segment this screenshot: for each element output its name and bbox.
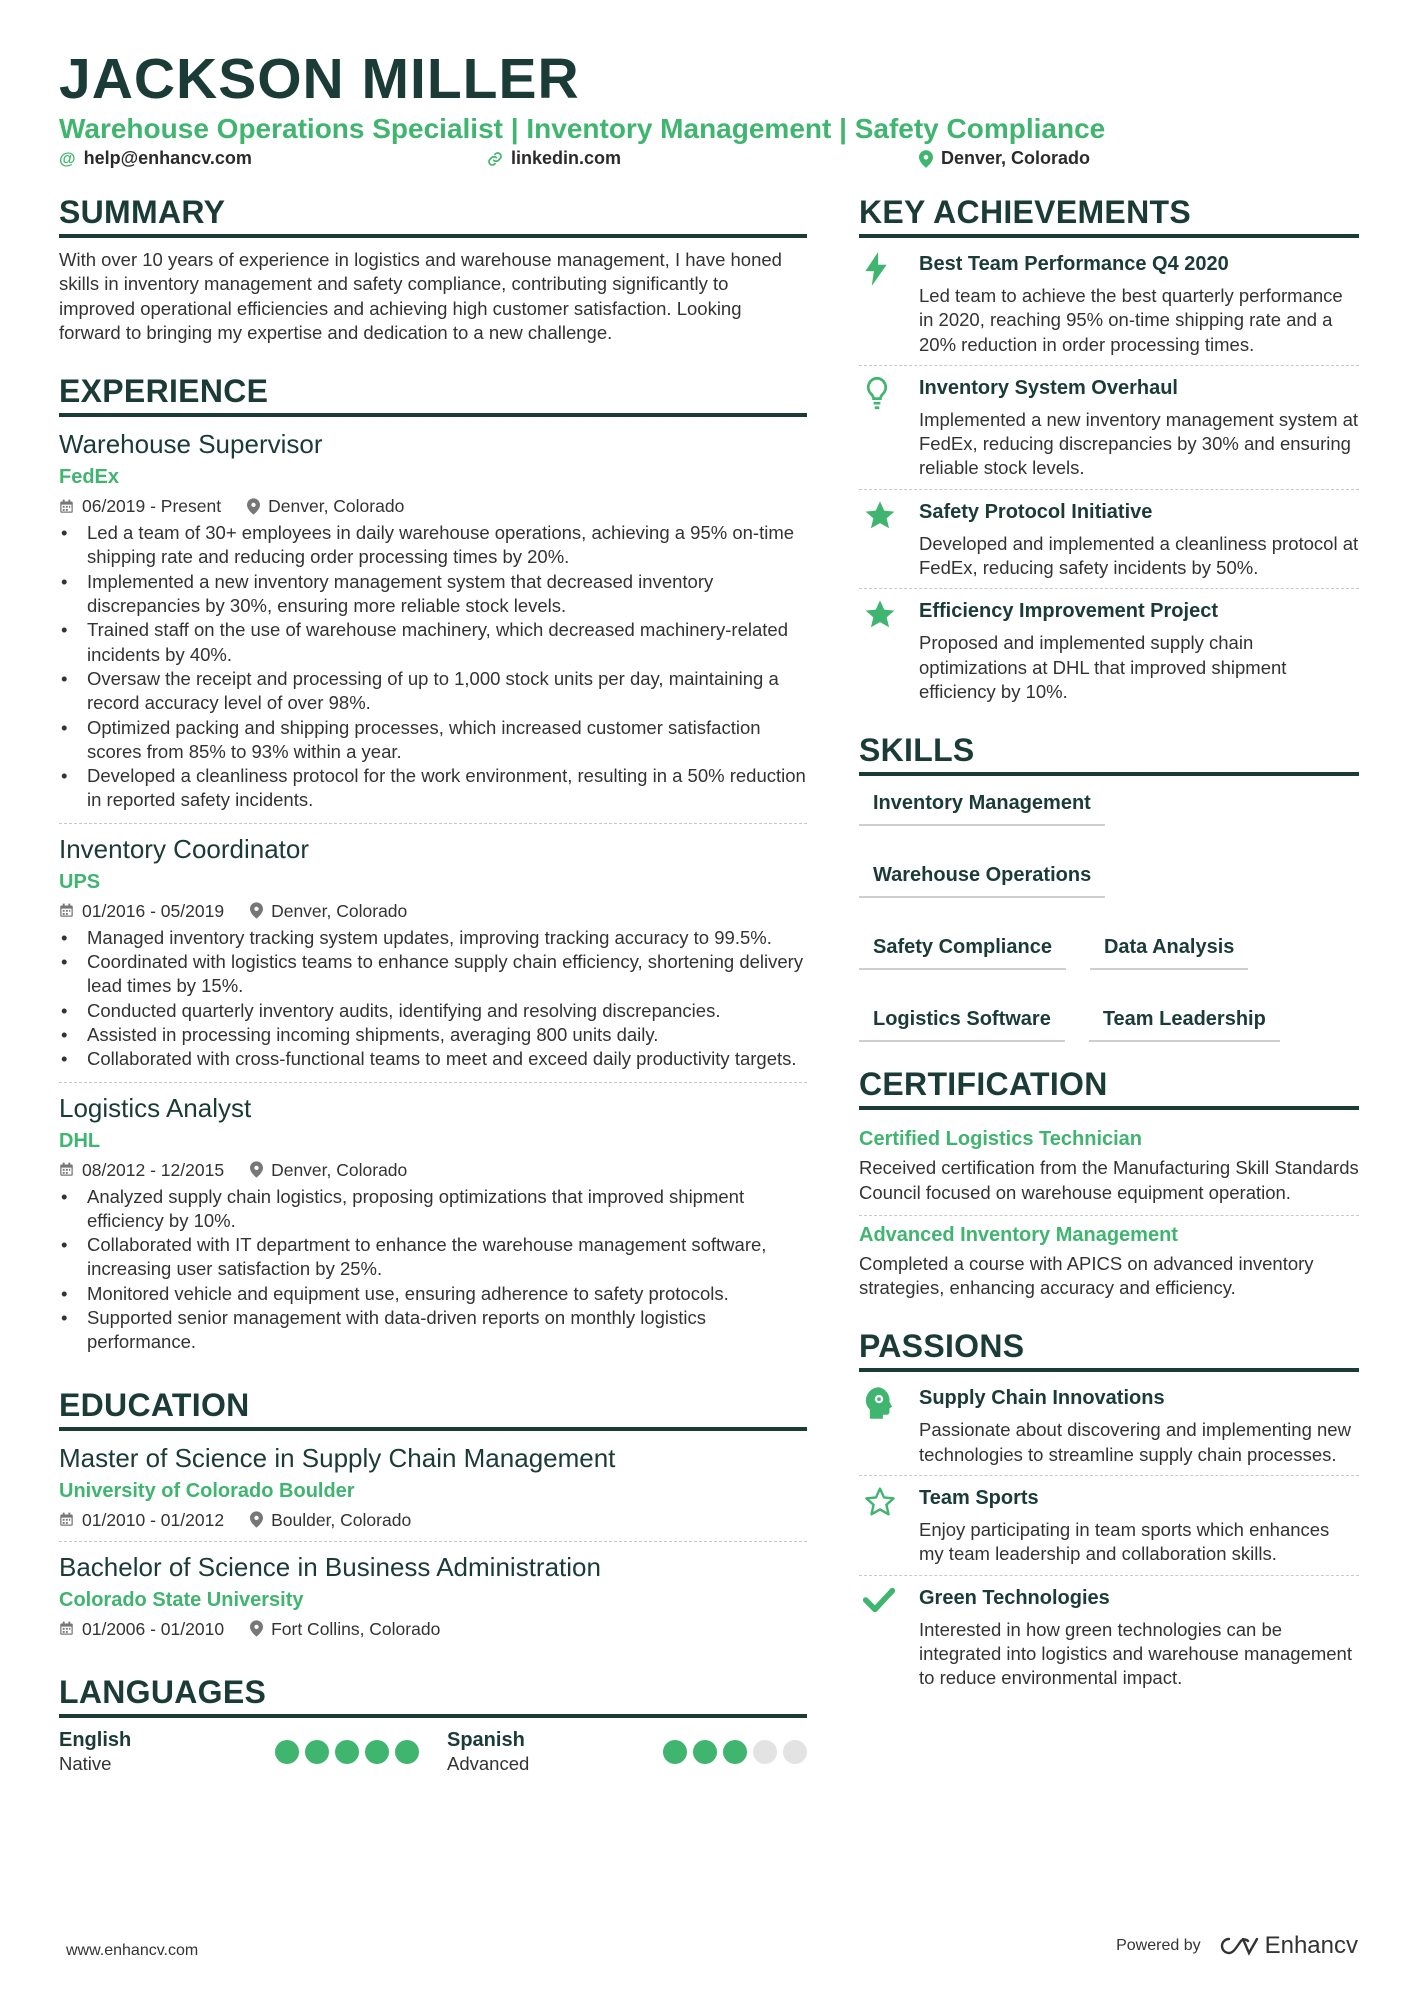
entry-title: Efficiency Improvement Project — [919, 600, 1218, 623]
section-title: CERTIFICATION — [859, 1066, 1108, 1103]
bullet-item: • Collaborated with IT department to enhance the warehouse management software, increasing user satisfaction by 25%. — [59, 1233, 807, 1282]
entry-description: Passionate about discovering and implementing new technologies to streamline supply chain processes. — [919, 1419, 1351, 1465]
section-title: PASSIONS — [859, 1328, 1025, 1365]
language-level: Native — [59, 1752, 112, 1774]
contact-bar — [59, 148, 1359, 174]
entry-title: Safety Protocol Initiative — [919, 500, 1153, 523]
left-column — [59, 192, 807, 1776]
achievement-entry — [859, 365, 1359, 489]
certification-section — [859, 1064, 1359, 1310]
location-pin-icon — [247, 498, 260, 515]
location: Boulder, Colorado — [250, 1507, 411, 1533]
skill-tag: Safety Compliance — [859, 930, 1066, 970]
passions-list — [859, 1376, 1359, 1698]
rating-dot — [275, 1740, 299, 1764]
skill-tag: Data Analysis — [1090, 930, 1248, 970]
section-divider — [59, 1427, 807, 1431]
location: Denver, Colorado — [250, 1157, 407, 1183]
link-icon — [487, 151, 503, 167]
bullet-item: • Optimized packing and shipping processes, which increased customer satisfaction scores from 85% to 93% within a year. — [59, 716, 807, 765]
language-level: Advanced — [447, 1752, 530, 1774]
certification-title: Certified Logistics Technician — [859, 1128, 1143, 1151]
summary-section — [59, 192, 807, 345]
skill-tag: Team Leadership — [1089, 1002, 1280, 1042]
brand-logo[interactable]: Enhancv — [1215, 1932, 1358, 1960]
company-name: FedEx — [59, 466, 120, 489]
calendar-icon — [59, 903, 74, 918]
company-name: UPS — [59, 870, 101, 893]
lightbulb-icon — [859, 374, 919, 481]
location: Denver, Colorado — [247, 493, 404, 519]
skills-list — [859, 786, 1359, 1042]
entry-description: Developed and implemented a cleanliness protocol at FedEx, reducing safety incidents by 50%. — [919, 532, 1359, 579]
candidate-headline: Warehouse Operations Specialist | Inventory Management | Safety Compliance — [59, 113, 1106, 144]
school-name: University of Colorado Boulder — [59, 1479, 355, 1502]
entry-description: Interested in how green technologies can be integrated into logistics and warehouse management to reduce environmental impact. — [919, 1618, 1352, 1689]
star-icon — [859, 498, 919, 581]
rating-dot — [693, 1740, 717, 1764]
passion-entry — [859, 1475, 1359, 1575]
location-pin-icon — [919, 150, 933, 168]
language-name: English — [59, 1728, 132, 1751]
entry-description: Proposed and implemented supply chain optimizations at DHL that improved shipment efficiency by 10%. — [919, 632, 1287, 702]
section-title: SUMMARY — [59, 194, 226, 230]
section-divider — [59, 1714, 807, 1718]
dates: 08/2012 - 12/2015 — [59, 1157, 224, 1183]
location-pin-icon — [250, 1620, 263, 1637]
meta-row — [59, 898, 807, 924]
education-list — [59, 1441, 807, 1650]
language-name: Spanish — [447, 1728, 525, 1751]
checkmark-icon — [859, 1584, 919, 1691]
job-bullets — [59, 1185, 807, 1355]
certification-entry — [859, 1120, 1359, 1215]
dates: 01/2006 - 01/2010 — [59, 1616, 224, 1642]
degree-title: Master of Science in Supply Chain Management — [59, 1442, 616, 1473]
section-divider — [59, 413, 807, 417]
languages-list — [59, 1728, 807, 1776]
entry-title: Green Technologies — [919, 1586, 1110, 1609]
jobs-list — [59, 427, 807, 1364]
passions-section — [859, 1326, 1359, 1698]
achievement-entry — [859, 242, 1359, 365]
job-title: Warehouse Supervisor — [59, 429, 323, 460]
entry-title: Team Sports — [919, 1487, 1039, 1510]
bullet-item: • Assisted in processing incoming shipments, averaging 800 units daily. — [59, 1023, 807, 1047]
right-column — [859, 192, 1359, 1699]
contact-email[interactable]: @ help@enhancv.com — [59, 148, 252, 168]
rating-dot — [365, 1740, 389, 1764]
achievement-entry — [859, 588, 1359, 712]
powered-by-label: Powered by — [1116, 1937, 1201, 1954]
language-rating — [663, 1740, 807, 1764]
location-pin-icon — [250, 1511, 263, 1528]
certification-description: Completed a course with APICS on advanced inventory strategies, enhancing accuracy and efficiency. — [859, 1252, 1314, 1299]
calendar-icon — [59, 499, 74, 514]
certification-description: Received certification from the Manufacturing Skill Standards Council focused on warehouse equipment operation. — [859, 1157, 1359, 1203]
lightning-icon — [859, 250, 919, 357]
language-entry — [59, 1728, 419, 1776]
section-title: EDUCATION — [59, 1386, 250, 1423]
meta-row — [59, 1616, 807, 1642]
rating-dot — [723, 1740, 747, 1764]
bullet-item: • Trained staff on the use of warehouse machinery, which decreased machinery-related incidents by 40%. — [59, 618, 807, 667]
education-entry — [59, 1541, 807, 1650]
certification-title: Advanced Inventory Management — [859, 1223, 1178, 1246]
passion-entry — [859, 1575, 1359, 1699]
job-entry — [59, 427, 807, 823]
skill-tag: Logistics Software — [859, 1002, 1065, 1042]
summary-text: With over 10 years of experience in logistics and warehouse management, I have honed skills in inventory management and safety compliance, contributing significantly to improved operational efficiencies and achieving high customer satisfaction. Looking forward to bringing my expertise and dedication to a new challenge. — [59, 249, 782, 343]
language-rating — [275, 1740, 419, 1764]
skill-tag: Warehouse Operations — [859, 858, 1105, 898]
certification-entry — [859, 1215, 1359, 1311]
section-divider — [59, 234, 807, 238]
rating-dot — [753, 1740, 777, 1764]
calendar-icon — [59, 1512, 74, 1527]
education-section — [59, 1385, 807, 1650]
star-icon — [859, 597, 919, 704]
section-title: SKILLS — [859, 732, 975, 769]
section-title: EXPERIENCE — [59, 373, 269, 410]
job-title: Inventory Coordinator — [59, 833, 310, 864]
footer-website[interactable]: www.enhancv.com — [66, 1942, 199, 1959]
section-divider — [859, 1368, 1359, 1372]
calendar-icon — [59, 1621, 74, 1636]
dates: 06/2019 - Present — [59, 493, 221, 519]
at-icon: @ — [59, 148, 76, 168]
section-divider — [859, 234, 1359, 238]
rating-dot — [783, 1740, 807, 1764]
achievements-section — [859, 192, 1359, 712]
bullet-item: • Implemented a new inventory management system that decreased inventory discrepancies by 30%, ensuring more reliable stock levels. — [59, 570, 807, 619]
entry-description: Enjoy participating in team sports which enhances my team leadership and collaboration skills. — [919, 1519, 1330, 1565]
bullet-item: • Conducted quarterly inventory audits, identifying and resolving discrepancies. — [59, 999, 807, 1023]
candidate-name: JACKSON MILLER — [59, 47, 580, 111]
bullet-item: • Developed a cleanliness protocol for the work environment, resulting in a 50% reduction in reported safety incidents. — [59, 764, 807, 813]
experience-section — [59, 371, 807, 1364]
entry-description: Implemented a new inventory management system at FedEx, reducing discrepancies by 30% and ensuring reliable stock levels. — [919, 408, 1359, 479]
passion-entry — [859, 1376, 1359, 1475]
bullet-item: • Led a team of 30+ employees in daily warehouse operations, achieving a 95% on-time shipping rate and reducing order processing times by 20%. — [59, 521, 807, 570]
bullet-item: • Oversaw the receipt and processing of up to 1,000 stock units per day, maintaining a record accuracy level of over 98%. — [59, 667, 807, 716]
section-divider — [859, 772, 1359, 776]
contact-location: Denver, Colorado — [919, 148, 1090, 169]
education-entry — [59, 1441, 807, 1541]
enhancv-logo-icon — [1215, 1935, 1259, 1957]
skill-tag: Inventory Management — [859, 786, 1105, 826]
bullet-item: • Coordinated with logistics teams to enhance supply chain efficiency, shortening delivery lead times by 15%. — [59, 950, 807, 999]
job-bullets — [59, 521, 807, 813]
meta-row — [59, 1157, 807, 1183]
language-entry — [447, 1728, 807, 1776]
section-title: KEY ACHIEVEMENTS — [859, 194, 1191, 230]
entry-title: Inventory System Overhaul — [919, 376, 1178, 399]
dates: 01/2010 - 01/2012 — [59, 1507, 224, 1533]
calendar-icon — [59, 1162, 74, 1177]
location-pin-icon — [250, 1161, 263, 1178]
location-pin-icon — [250, 902, 263, 919]
location: Fort Collins, Colorado — [250, 1616, 440, 1642]
languages-section — [59, 1672, 807, 1776]
rating-dot — [663, 1740, 687, 1764]
star-outline-icon — [859, 1484, 919, 1567]
achievement-entry — [859, 489, 1359, 589]
job-bullets — [59, 926, 807, 1072]
contact-linkedin[interactable]: linkedin.com — [487, 148, 621, 169]
certification-list — [859, 1120, 1359, 1310]
entry-title: Supply Chain Innovations — [919, 1387, 1165, 1410]
bullet-item: • Monitored vehicle and equipment use, ensuring adherence to safety protocols. — [59, 1282, 807, 1306]
head-gear-icon — [859, 1384, 919, 1467]
entry-title: Best Team Performance Q4 2020 — [919, 253, 1229, 275]
company-name: DHL — [59, 1129, 101, 1152]
school-name: Colorado State University — [59, 1588, 304, 1611]
degree-title: Bachelor of Science in Business Administration — [59, 1551, 601, 1582]
skills-section — [859, 730, 1359, 1042]
meta-row — [59, 1507, 807, 1533]
meta-row — [59, 493, 807, 519]
job-title: Logistics Analyst — [59, 1092, 252, 1123]
job-entry — [59, 823, 807, 1082]
achievements-list — [859, 242, 1359, 712]
footer-branding — [1116, 1932, 1358, 1960]
job-entry — [59, 1082, 807, 1365]
location: Denver, Colorado — [250, 898, 407, 924]
rating-dot — [335, 1740, 359, 1764]
dates: 01/2016 - 05/2019 — [59, 898, 224, 924]
rating-dot — [395, 1740, 419, 1764]
bullet-item: • Collaborated with cross-functional teams to meet and exceed daily productivity targets. — [59, 1047, 807, 1071]
section-title: LANGUAGES — [59, 1673, 267, 1710]
section-divider — [859, 1106, 1359, 1110]
bullet-item: • Managed inventory tracking system updates, improving tracking accuracy to 99.5%. — [59, 926, 807, 950]
bullet-item: • Analyzed supply chain logistics, proposing optimizations that improved shipment efficiency by 10%. — [59, 1185, 807, 1234]
rating-dot — [305, 1740, 329, 1764]
entry-description: Led team to achieve the best quarterly performance in 2020, reaching 95% on-time shipping rate and a 20% reduction in order processing times. — [919, 285, 1343, 355]
bullet-item: • Supported senior management with data-driven reports on monthly logistics performance. — [59, 1306, 807, 1355]
